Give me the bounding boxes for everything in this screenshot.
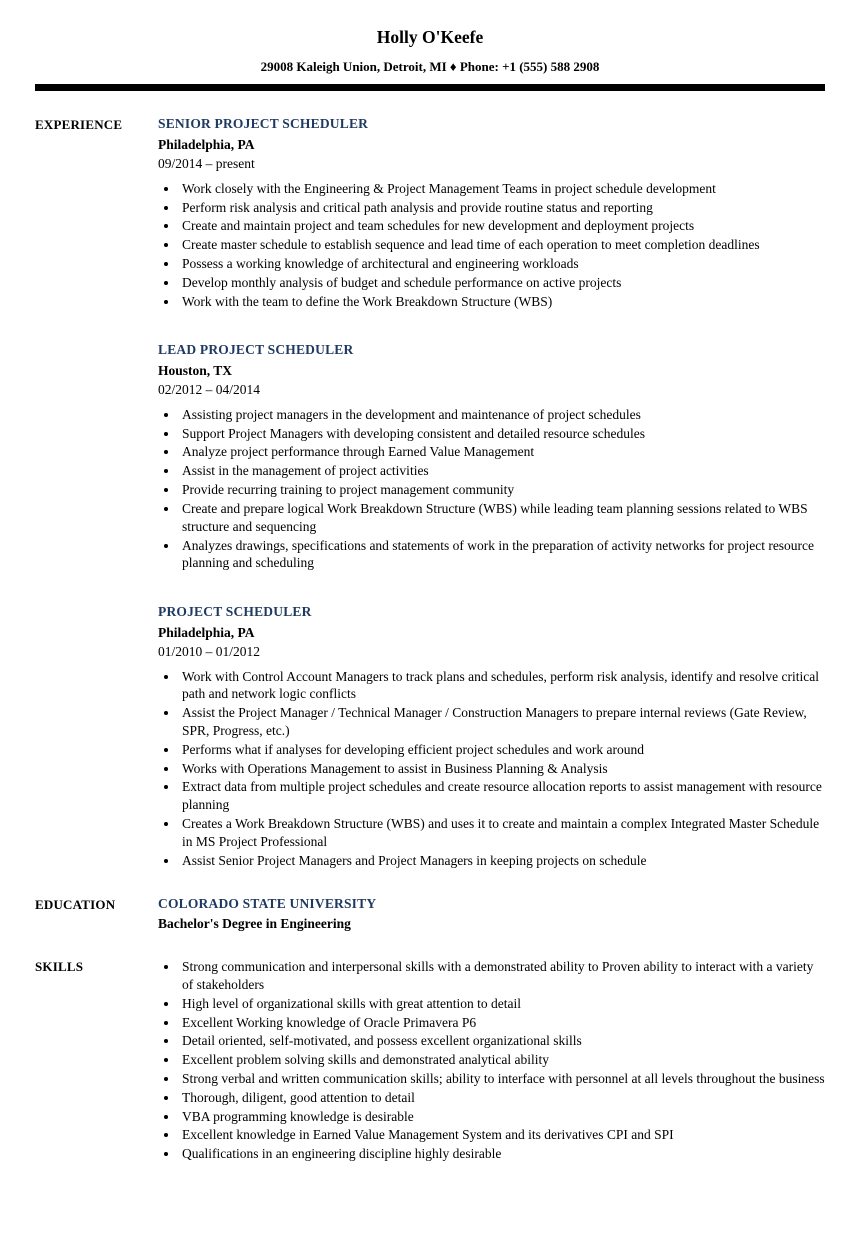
section-label-experience: EXPERIENCE [35, 117, 123, 133]
bullet-item: • Extract data from multiple project schedules and create resource allocation reports to assist management with resource planning [179, 778, 825, 814]
skill-item: • Detail oriented, self-motivated, and possess excellent organizational skills [179, 1032, 825, 1050]
skill-item: • Excellent Working knowledge of Oracle Primavera P6 [179, 1014, 825, 1032]
skill-item: • Excellent knowledge in Earned Value Management System and its derivatives CPI and SPI [179, 1126, 825, 1144]
bullet-item: • Assisting project managers in the development and maintenance of project schedules [179, 406, 825, 424]
section-label-education: EDUCATION [35, 896, 116, 912]
bullet-item: • Analyzes drawings, specifications and statements of work in the preparation of activity networks for project resource planning and scheduling [179, 537, 825, 573]
bullet-item: • Assist the Project Manager / Technical Manager / Construction Managers to prepare internal reviews (Gate Review, SPR, Progress, etc.) [179, 704, 825, 740]
job-location: Philadelphia, PA [158, 624, 255, 640]
skills-section [35, 957, 825, 1164]
job-dates: 02/2012 – 04/2014 [158, 382, 261, 397]
bullet-item: • Work with Control Account Managers to track plans and schedules, perform risk analysis, identify and resolve critical path and network logic conflicts [179, 668, 825, 704]
bullet-item: • Provide recurring training to project management community [179, 481, 825, 499]
skills-content [158, 957, 825, 1164]
degree-name: Bachelor's Degree in Engineering [158, 916, 351, 932]
bullet-item: • Support Project Managers with developing consistent and detailed resource schedules [179, 425, 825, 443]
job-entry-senior-project-scheduler [158, 115, 825, 310]
skill-item: • Qualifications in an engineering discipline highly desirable [179, 1145, 825, 1163]
job-bullet-list [158, 406, 825, 572]
bullet-item: • Create and maintain project and team schedules for new development and deployment projects [179, 217, 825, 235]
skill-item: • Strong communication and interpersonal skills with a demonstrated ability to Proven ability to interact with a variety of stakeholders [179, 958, 825, 994]
header-divider [35, 84, 825, 91]
experience-section [35, 115, 825, 870]
skills-bullet-list [158, 958, 825, 1163]
skill-item: • Thorough, diligent, good attention to detail [179, 1089, 825, 1107]
bullet-item: • Works with Operations Management to assist in Business Planning & Analysis [179, 760, 825, 778]
bullet-item: • Performs what if analyses for developing efficient project schedules and work around [179, 741, 825, 759]
job-title: SENIOR PROJECT SCHEDULER [158, 116, 369, 132]
education-content [158, 895, 825, 934]
job-entry-lead-project-scheduler [158, 341, 825, 572]
bullet-item: • Analyze project performance through Earned Value Management [179, 443, 825, 461]
job-title: LEAD PROJECT SCHEDULER [158, 342, 354, 358]
skill-item: • VBA programming knowledge is desirable [179, 1108, 825, 1126]
bullet-item: • Work with the team to define the Work Breakdown Structure (WBS) [179, 293, 825, 311]
resume-header [35, 20, 825, 75]
bullet-item: • Perform risk analysis and critical path analysis and provide routine status and reporting [179, 199, 825, 217]
bullet-item: • Assist Senior Project Managers and Project Managers in keeping projects on schedule [179, 852, 825, 870]
candidate-name: Holly O'Keefe [376, 27, 484, 47]
job-location: Philadelphia, PA [158, 137, 255, 153]
job-dates: 01/2010 – 01/2012 [158, 643, 261, 659]
bullet-item: • Possess a working knowledge of architectural and engineering workloads [179, 255, 825, 273]
bullet-item: • Assist in the management of project activities [179, 462, 825, 480]
bullet-item: • Develop monthly analysis of budget and schedule performance on active projects [179, 274, 825, 292]
job-bullet-list [158, 180, 825, 311]
job-bullet-list [158, 668, 825, 870]
education-section [35, 895, 825, 934]
skill-item: • Excellent problem solving skills and demonstrated analytical ability [179, 1051, 825, 1069]
job-dates: 09/2014 – present [158, 155, 255, 171]
bullet-item: • Creates a Work Breakdown Structure (WBS) and uses it to create and maintain a complex Integrated Master Schedule in MS Project Professional [179, 815, 825, 851]
bullet-item: • Create and prepare logical Work Breakdown Structure (WBS) while leading team planning sessions related to WBS structure and sequencing [179, 500, 825, 536]
job-title: PROJECT SCHEDULER [158, 604, 312, 620]
job-entry-project-scheduler [158, 603, 825, 869]
job-location: Houston, TX [158, 363, 233, 379]
bullet-item: • Create master schedule to establish sequence and lead time of each operation to meet completion deadlines [179, 236, 825, 254]
school-name: COLORADO STATE UNIVERSITY [158, 895, 377, 911]
bullet-item: • Work closely with the Engineering & Project Management Teams in project schedule development [179, 180, 825, 198]
skill-item: • High level of organizational skills with great attention to detail [179, 995, 825, 1013]
skill-item: • Strong verbal and written communication skills; ability to interface with personnel at all levels throughout the business [179, 1070, 825, 1088]
section-label-skills: SKILLS [35, 959, 84, 975]
experience-content [158, 115, 825, 870]
contact-line: 29008 Kaleigh Union, Detroit, MI ♦ Phone: +1 (555) 588 2908 [260, 59, 600, 75]
